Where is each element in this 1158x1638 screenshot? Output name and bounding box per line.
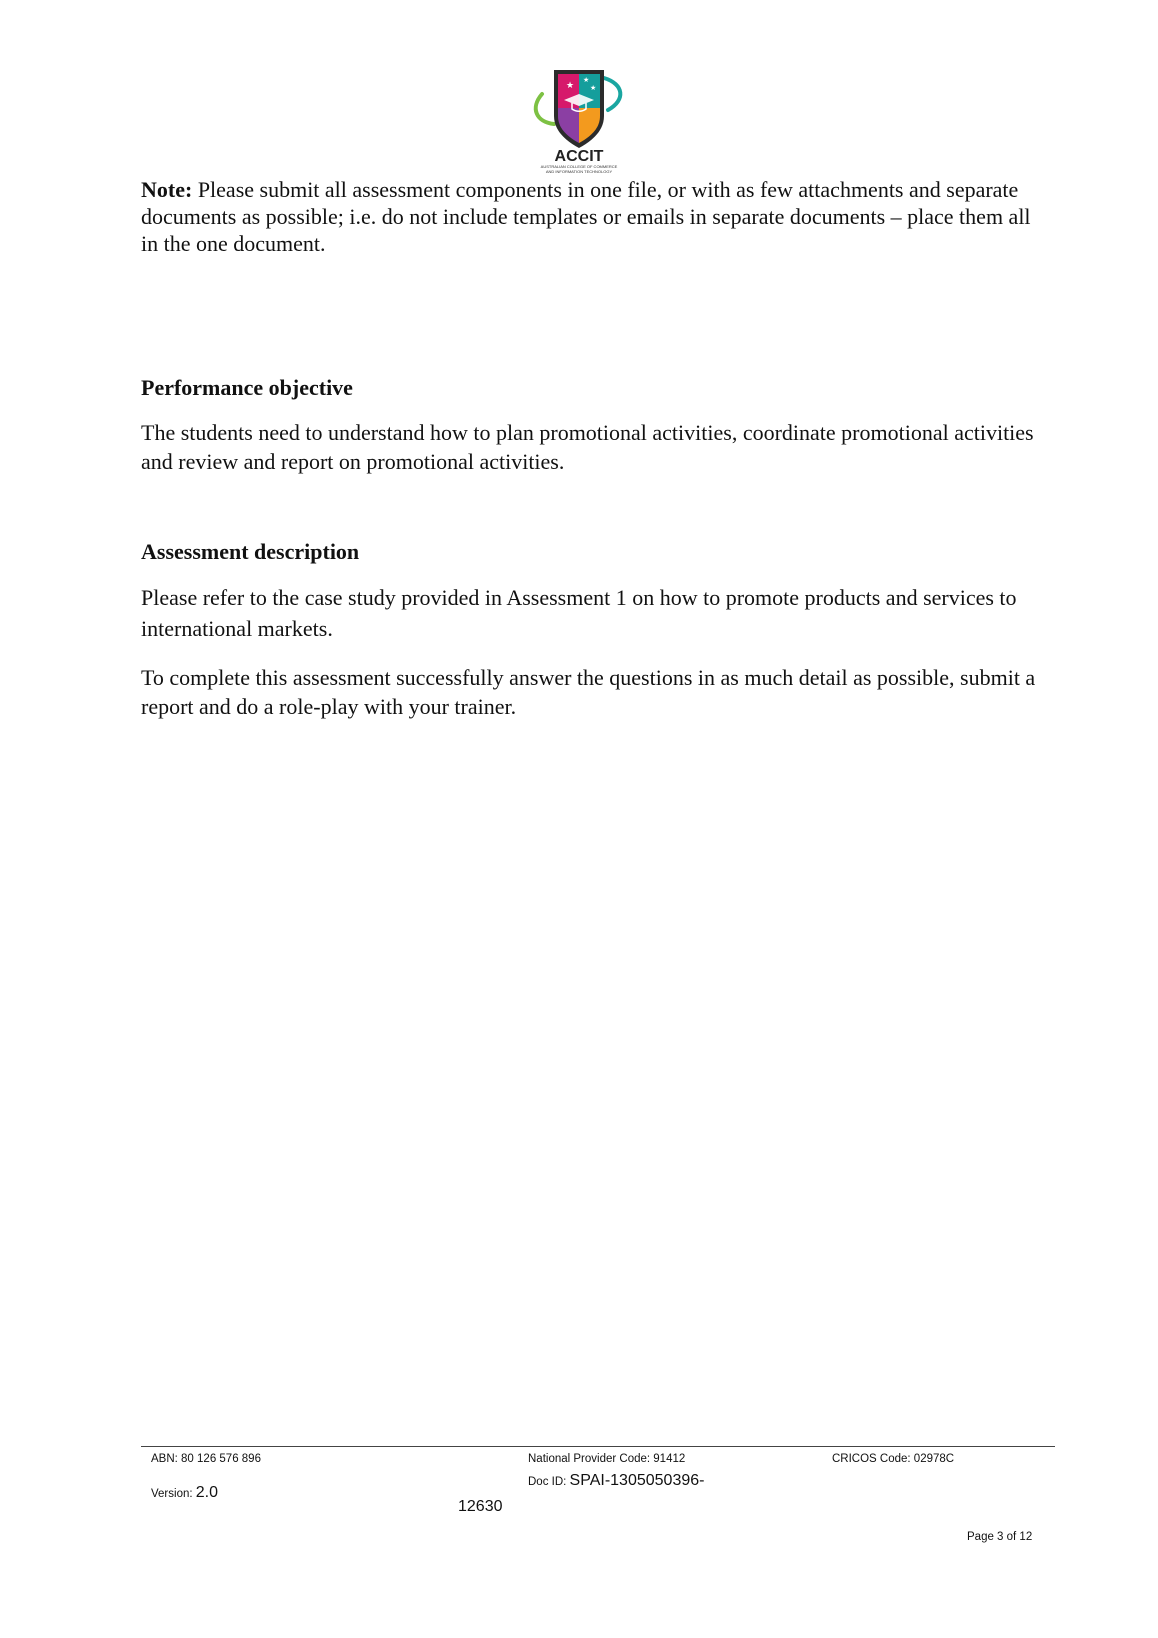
footer-divider	[141, 1446, 1055, 1447]
footer-doc-id	[528, 1474, 704, 1489]
footer-doc-id-value: SPAI-1305050396-	[569, 1472, 705, 1489]
performance-objective-text: The students need to understand how to plan promotional activities, coordinate promotional activities and review and report on promotional activities.	[141, 420, 1034, 474]
footer-version-value: 2.0	[195, 1484, 218, 1501]
note-text: Please submit all assessment components in one file, or with as few attachments and separate documents as possible; i.e. do not include templates or emails in separate documents – place them all in the one document.	[141, 177, 1031, 256]
footer-doc-id-label: Doc ID:	[528, 1476, 570, 1488]
assessment-description-para-1: Please refer to the case study provided in Assessment 1 on how to promote products and services to international markets.	[141, 585, 1017, 641]
assessment-description-para-2: To complete this assessment successfully answer the questions in as much detail as possible, submit a report and do a role-play with your trainer.	[141, 665, 1036, 719]
note-label: Note:	[141, 177, 193, 202]
note-paragraph	[141, 176, 1036, 257]
footer-cricos-code: CRICOS Code: 02978C	[832, 1453, 955, 1465]
footer-version	[151, 1486, 218, 1501]
footer-doc-id-value-cont: 12630	[458, 1498, 503, 1515]
footer-page-number: Page 3 of 12	[967, 1531, 1033, 1543]
logo-tagline-1: AUSTRALIAN COLLEGE OF COMMERCE	[540, 164, 618, 169]
performance-objective-heading: Performance objective	[141, 375, 353, 400]
svg-text:★: ★	[583, 76, 590, 84]
accit-logo	[528, 64, 630, 176]
logo-tagline-2: AND INFORMATION TECHNOLOGY	[545, 169, 613, 174]
logo-name: ACCIT	[554, 148, 604, 165]
svg-text:★: ★	[590, 84, 597, 92]
svg-text:★: ★	[566, 81, 575, 91]
assessment-description-heading: Assessment description	[141, 539, 360, 564]
footer-national-provider-code: National Provider Code: 91412	[528, 1453, 686, 1465]
footer-abn: ABN: 80 126 576 896	[151, 1453, 261, 1465]
footer-version-label: Version:	[151, 1488, 196, 1500]
